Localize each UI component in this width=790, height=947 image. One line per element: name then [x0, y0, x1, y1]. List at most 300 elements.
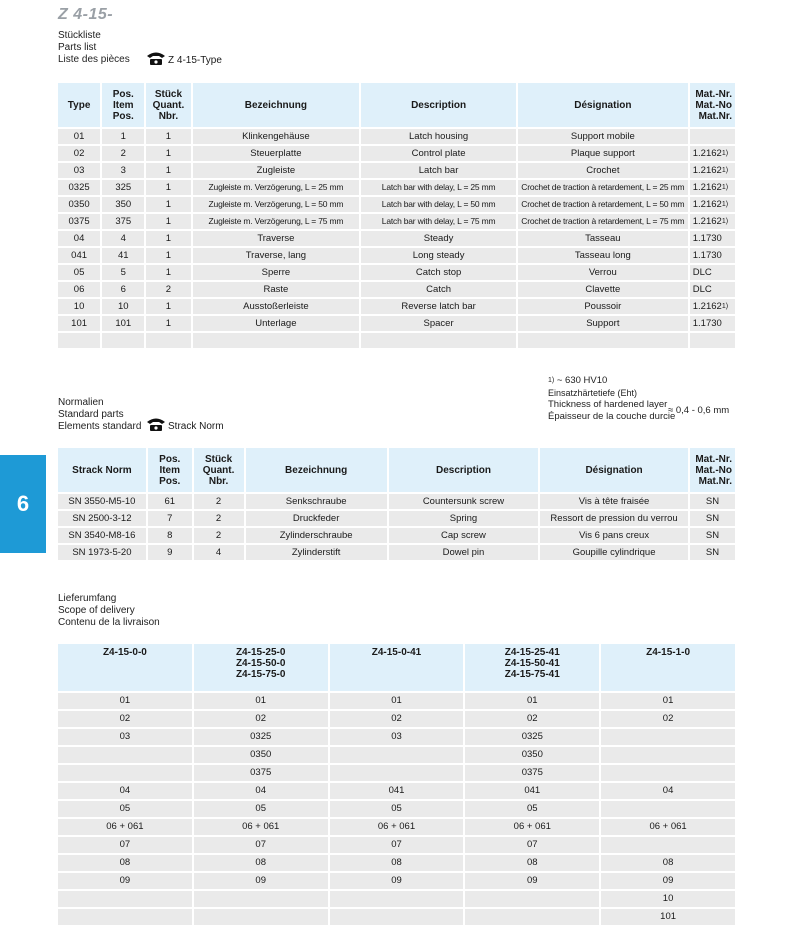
- cell-desig: Vis 6 pans creux: [540, 528, 688, 543]
- header-line: Nbr.: [158, 110, 179, 122]
- heading-line: Contenu de la livraison: [58, 617, 160, 628]
- parts-list-heading: [58, 30, 130, 66]
- delivery-cell: 101: [601, 909, 735, 925]
- delivery-cell: [330, 909, 464, 925]
- cell-material: [690, 163, 735, 178]
- col-material: [690, 448, 735, 492]
- cell-pos: [102, 333, 144, 348]
- cell-desig: Plaque support: [518, 146, 688, 161]
- header-line: Pos.: [159, 453, 181, 465]
- footnote-ref: 1): [721, 201, 729, 208]
- table-row: [58, 855, 735, 871]
- cell-pos: 5: [102, 265, 144, 280]
- cell-qty: 1: [146, 248, 190, 263]
- table-row: [58, 511, 735, 526]
- parts-type-text: Z 4-15-Type: [168, 55, 222, 66]
- delivery-cell: [194, 891, 328, 907]
- cell-pos: 8: [148, 528, 192, 543]
- delivery-cell: 04: [58, 783, 192, 799]
- table-row: [58, 909, 735, 925]
- table-row: [58, 819, 735, 835]
- cell-qty: 1: [146, 316, 190, 331]
- delivery-cell: 0325: [465, 729, 599, 745]
- cell-desc: Latch bar: [361, 163, 516, 178]
- delivery-cell: 0325: [194, 729, 328, 745]
- telephone-icon: [146, 50, 166, 66]
- cell-desc: Cap screw: [389, 528, 538, 543]
- header-line: Mat.-No: [695, 464, 732, 476]
- cell-type: 10: [58, 299, 100, 314]
- header-line: Pos.: [112, 88, 134, 100]
- cell-bez: Zugleiste m. Verzögerung, L = 75 mm: [193, 214, 360, 229]
- cell-type: 101: [58, 316, 100, 331]
- cell-type: 0375: [58, 214, 100, 229]
- cell-desc: Catch: [361, 282, 516, 297]
- cell-mat: SN: [690, 511, 735, 526]
- heading-line: Lieferumfang: [58, 593, 117, 604]
- cell-pos: 1: [102, 129, 144, 144]
- material-value: 1.2162: [692, 199, 722, 210]
- delivery-cell: [465, 909, 599, 925]
- table-row: [58, 282, 735, 297]
- cell-desig: Clavette: [518, 282, 688, 297]
- delivery-cell: 05: [465, 801, 599, 817]
- header-line: Mat.-Nr.: [695, 453, 732, 465]
- cell-bez: Zugleiste m. Verzögerung, L = 25 mm: [193, 180, 360, 195]
- material-value: 1.2162: [692, 216, 722, 227]
- cell-desc: Control plate: [361, 146, 516, 161]
- cell-mat: SN: [690, 494, 735, 509]
- table-row: [58, 333, 735, 348]
- cell-type: 03: [58, 163, 100, 178]
- cell-type: [58, 333, 100, 348]
- material-value: DLC: [692, 284, 712, 295]
- delivery-cell: 08: [601, 855, 735, 871]
- cell-type: 01: [58, 129, 100, 144]
- delivery-cell: [194, 909, 328, 925]
- delivery-cell: [465, 891, 599, 907]
- cell-bez: Zylinderstift: [246, 545, 387, 560]
- table-row: [58, 146, 735, 161]
- cell-mat: SN: [690, 545, 735, 560]
- table-row: [58, 765, 735, 781]
- cell-bez: Senkschraube: [246, 494, 387, 509]
- cell-qty: 1: [146, 197, 190, 212]
- cell-bez: Raste: [193, 282, 360, 297]
- col-material: [690, 83, 735, 127]
- cell-norm: SN 3550-M5-10: [58, 494, 146, 509]
- delivery-cell: 09: [465, 873, 599, 889]
- table-row: [58, 545, 735, 560]
- cell-qty: 2: [194, 494, 244, 509]
- delivery-cell: 07: [465, 837, 599, 853]
- cell-pos: 3: [102, 163, 144, 178]
- header-line: Nbr.: [208, 475, 229, 487]
- header-line: Mat.-No: [695, 99, 732, 111]
- cell-qty: 1: [146, 299, 190, 314]
- cell-material: [690, 265, 735, 280]
- table-row: [58, 180, 735, 195]
- cell-desig: [518, 333, 688, 348]
- cell-bez: Sperre: [193, 265, 360, 280]
- delivery-cell: [330, 891, 464, 907]
- cell-material: [690, 129, 735, 144]
- footnote-line-de: Einsatzhärtetiefe (Eht): [548, 388, 638, 398]
- delivery-cell: [330, 765, 464, 781]
- cell-bez: Klinkengehäuse: [193, 129, 360, 144]
- header-line: Pos.: [112, 110, 134, 122]
- table-row: [58, 316, 735, 331]
- cell-qty: 1: [146, 163, 190, 178]
- table-row: [58, 265, 735, 280]
- delivery-cell: 03: [58, 729, 192, 745]
- table-row: [58, 494, 735, 509]
- material-value: 1.2162: [692, 182, 722, 193]
- delivery-cell: [330, 747, 464, 763]
- col-description: Description: [361, 83, 516, 127]
- delivery-cell: 08: [194, 855, 328, 871]
- cell-desc: Reverse latch bar: [361, 299, 516, 314]
- cell-desig: Goupille cylindrique: [540, 545, 688, 560]
- cell-desc: Latch bar with delay, L = 50 mm: [361, 197, 516, 212]
- footnote-line-en: Thickness of hardened layer: [548, 399, 668, 410]
- header-line: Z4-15-0-0: [102, 647, 147, 658]
- table-row: [58, 214, 735, 229]
- delivery-cell: 01: [330, 693, 464, 709]
- delivery-cell: 01: [601, 693, 735, 709]
- heading-line: Liste des pièces: [58, 54, 130, 65]
- heading-line: Standard parts: [58, 409, 124, 420]
- cell-pos: 101: [102, 316, 144, 331]
- footnote-ref: 1): [721, 150, 729, 157]
- footnote-ref: 1): [721, 167, 729, 174]
- delivery-cell: 01: [194, 693, 328, 709]
- chapter-tab[interactable]: 6: [0, 455, 46, 553]
- delivery-cell: 06 + 061: [465, 819, 599, 835]
- cell-desc: Long steady: [361, 248, 516, 263]
- cell-desig: Crochet: [518, 163, 688, 178]
- delivery-cell: [601, 801, 735, 817]
- strack-norm-text: Strack Norm: [168, 421, 224, 432]
- delivery-cell: 09: [194, 873, 328, 889]
- cell-bez: Zugleiste m. Verzögerung, L = 50 mm: [193, 197, 360, 212]
- cell-bez: Ausstoßerleiste: [193, 299, 360, 314]
- delivery-cell: [58, 891, 192, 907]
- delivery-cell: 07: [330, 837, 464, 853]
- footnote-ref: 1): [721, 303, 729, 310]
- header-line: Z4-15-50-0: [235, 658, 286, 669]
- cell-qty: [146, 333, 190, 348]
- delivery-cell: 06 + 061: [330, 819, 464, 835]
- col-bezeichnung: Bezeichnung: [246, 448, 387, 492]
- cell-desc: Latch bar with delay, L = 75 mm: [361, 214, 516, 229]
- cell-type: 04: [58, 231, 100, 246]
- heading-line: Scope of delivery: [58, 605, 135, 616]
- delivery-cell: 07: [58, 837, 192, 853]
- table-row: [58, 248, 735, 263]
- cell-desc: Latch housing: [361, 129, 516, 144]
- table-row: [58, 801, 735, 817]
- delivery-cell: 06 + 061: [194, 819, 328, 835]
- delivery-cell: 04: [194, 783, 328, 799]
- header-line: Pos.: [159, 475, 181, 487]
- header-line: Stück: [204, 453, 233, 465]
- delivery-col-header: [465, 644, 599, 691]
- telephone-icon: [146, 416, 166, 432]
- cell-desc: Latch bar with delay, L = 25 mm: [361, 180, 516, 195]
- table-row: [58, 711, 735, 727]
- cell-material: [690, 316, 735, 331]
- cell-type: 0350: [58, 197, 100, 212]
- delivery-cell: 02: [194, 711, 328, 727]
- table-row: [58, 891, 735, 907]
- table-row: [58, 163, 735, 178]
- cell-bez: Traverse, lang: [193, 248, 360, 263]
- cell-pos: 61: [148, 494, 192, 509]
- cell-material: [690, 146, 735, 161]
- delivery-cell: 06 + 061: [58, 819, 192, 835]
- cell-desig: Vis à tête fraisée: [540, 494, 688, 509]
- cell-desig: Tasseau: [518, 231, 688, 246]
- material-value: 1.2162: [692, 301, 722, 312]
- material-value: DLC: [692, 267, 712, 278]
- header-line: Stück: [154, 88, 183, 100]
- header-line: Z4-15-1-0: [646, 647, 691, 658]
- delivery-cell: 05: [58, 801, 192, 817]
- delivery-cell: 041: [465, 783, 599, 799]
- cell-type: 05: [58, 265, 100, 280]
- cell-material: [690, 231, 735, 246]
- cell-desig: Tasseau long: [518, 248, 688, 263]
- cell-qty: 2: [146, 282, 190, 297]
- delivery-cell: 09: [330, 873, 464, 889]
- hardness-footnote: [548, 375, 730, 423]
- header-line: Z4-15-25-41: [504, 647, 560, 658]
- cell-pos: 7: [148, 511, 192, 526]
- cell-desc: Countersunk screw: [389, 494, 538, 509]
- header-line: Mat.-Nr.: [695, 88, 732, 100]
- header-line: Quant.: [202, 464, 235, 476]
- table-row: [58, 528, 735, 543]
- cell-material: [690, 248, 735, 263]
- delivery-cell: [601, 729, 735, 745]
- col-designation: Désignation: [540, 448, 688, 492]
- col-description: Description: [389, 448, 538, 492]
- table-row: [58, 873, 735, 889]
- cell-bez: Traverse: [193, 231, 360, 246]
- cell-material: [690, 214, 735, 229]
- delivery-cell: 05: [194, 801, 328, 817]
- delivery-cell: 04: [601, 783, 735, 799]
- header-line: Item: [159, 464, 181, 476]
- cell-desig: Verrou: [518, 265, 688, 280]
- cell-pos: 4: [102, 231, 144, 246]
- delivery-cell: [58, 909, 192, 925]
- col-pos: [102, 83, 144, 127]
- col-pos: [148, 448, 192, 492]
- cell-desc: Spring: [389, 511, 538, 526]
- material-value: 1.1730: [692, 318, 722, 329]
- delivery-cell: 02: [601, 711, 735, 727]
- delivery-table: [56, 642, 737, 927]
- footnote-range: ≈ 0,4 - 0,6 mm: [668, 405, 730, 416]
- table-row: [58, 729, 735, 745]
- cell-desc: Spacer: [361, 316, 516, 331]
- footnote-ref: 1): [721, 184, 729, 191]
- delivery-cell: 0375: [194, 765, 328, 781]
- cell-type: 0325: [58, 180, 100, 195]
- table-row: [58, 197, 735, 212]
- delivery-cell: 08: [465, 855, 599, 871]
- delivery-col-header: [601, 644, 735, 691]
- header-line: Item: [112, 99, 134, 111]
- delivery-cell: [58, 747, 192, 763]
- header-line: Z4-15-50-41: [504, 658, 560, 669]
- strack-norm-label: [146, 416, 224, 432]
- delivery-cell: 0350: [465, 747, 599, 763]
- cell-desc: Catch stop: [361, 265, 516, 280]
- cell-qty: 2: [194, 511, 244, 526]
- delivery-cell: 03: [330, 729, 464, 745]
- table-row: [58, 747, 735, 763]
- cell-pos: 6: [102, 282, 144, 297]
- cell-qty: 1: [146, 265, 190, 280]
- col-qty: [194, 448, 244, 492]
- table-row: [58, 693, 735, 709]
- heading-line: Elements standard: [58, 421, 142, 432]
- delivery-cell: 10: [601, 891, 735, 907]
- delivery-cell: 07: [194, 837, 328, 853]
- cell-bez: Zugleiste: [193, 163, 360, 178]
- cell-bez: [193, 333, 360, 348]
- cell-pos: 10: [102, 299, 144, 314]
- cell-desig: Poussoir: [518, 299, 688, 314]
- cell-pos: 325: [102, 180, 144, 195]
- standard-parts-table: [56, 446, 737, 562]
- delivery-cell: [601, 747, 735, 763]
- cell-desig: Crochet de traction à retardement, L = 25 mm: [518, 180, 688, 195]
- heading-line: Stückliste: [58, 30, 101, 41]
- material-value: 1.2162: [692, 165, 722, 176]
- delivery-cell: 041: [330, 783, 464, 799]
- cell-norm: SN 1973-5-20: [58, 545, 146, 560]
- header-line: Quant.: [152, 99, 185, 111]
- footnote-mark: 1): [548, 377, 555, 384]
- table-row: [58, 837, 735, 853]
- col-bezeichnung: Bezeichnung: [193, 83, 360, 127]
- parts-table: [56, 81, 737, 350]
- delivery-cell: 01: [465, 693, 599, 709]
- cell-qty: 1: [146, 180, 190, 195]
- table-row: [58, 783, 735, 799]
- delivery-cell: [601, 765, 735, 781]
- cell-pos: 350: [102, 197, 144, 212]
- delivery-cell: [601, 837, 735, 853]
- page-title: Z 4-15-: [58, 6, 114, 23]
- cell-desig: Support: [518, 316, 688, 331]
- footnote-hardness: ~ 630 HV10: [556, 375, 608, 386]
- delivery-cell: 02: [58, 711, 192, 727]
- cell-type: 02: [58, 146, 100, 161]
- cell-material: [690, 333, 735, 348]
- delivery-cell: 05: [330, 801, 464, 817]
- cell-material: [690, 282, 735, 297]
- cell-qty: 1: [146, 146, 190, 161]
- cell-desc: [361, 333, 516, 348]
- cell-desig: Crochet de traction à retardement, L = 50 mm: [518, 197, 688, 212]
- cell-bez: Unterlage: [193, 316, 360, 331]
- cell-bez: Zylinderschraube: [246, 528, 387, 543]
- cell-desig: Ressort de pression du verrou: [540, 511, 688, 526]
- cell-qty: 1: [146, 129, 190, 144]
- cell-pos: 2: [102, 146, 144, 161]
- cell-bez: Steuerplatte: [193, 146, 360, 161]
- cell-mat: SN: [690, 528, 735, 543]
- delivery-cell: 09: [58, 873, 192, 889]
- delivery-col-header: [330, 644, 464, 691]
- cell-type: 041: [58, 248, 100, 263]
- header-line: Z4-15-75-41: [504, 669, 560, 680]
- delivery-cell: 0375: [465, 765, 599, 781]
- table-row: [58, 231, 735, 246]
- cell-material: [690, 299, 735, 314]
- table-row: [58, 129, 735, 144]
- delivery-heading: [58, 593, 160, 629]
- cell-norm: SN 3540-M8-16: [58, 528, 146, 543]
- col-designation: Désignation: [518, 83, 688, 127]
- material-value: 1.1730: [692, 233, 722, 244]
- cell-desig: Crochet de traction à retardement, L = 75 mm: [518, 214, 688, 229]
- delivery-cell: 08: [330, 855, 464, 871]
- col-strack-norm: Strack Norm: [58, 448, 146, 492]
- cell-material: [690, 197, 735, 212]
- delivery-cell: 08: [58, 855, 192, 871]
- cell-pos: 9: [148, 545, 192, 560]
- delivery-cell: 02: [465, 711, 599, 727]
- footnote-line-fr: Épaisseur de la couche durcie: [548, 411, 676, 422]
- heading-line: Parts list: [58, 42, 97, 53]
- table-row: [58, 299, 735, 314]
- cell-qty: 4: [194, 545, 244, 560]
- cell-material: [690, 180, 735, 195]
- delivery-cell: 06 + 061: [601, 819, 735, 835]
- cell-desc: Dowel pin: [389, 545, 538, 560]
- header-line: Mat.Nr.: [698, 110, 732, 122]
- cell-norm: SN 2500-3-12: [58, 511, 146, 526]
- cell-qty: 1: [146, 214, 190, 229]
- col-qty: [146, 83, 190, 127]
- cell-desig: Support mobile: [518, 129, 688, 144]
- parts-type-label: [146, 50, 222, 66]
- delivery-col-header: [58, 644, 192, 691]
- header-line: Z4-15-0-41: [371, 647, 422, 658]
- header-line: Z4-15-25-0: [235, 647, 286, 658]
- cell-bez: Druckfeder: [246, 511, 387, 526]
- footnote-ref: 1): [721, 218, 729, 225]
- delivery-cell: [58, 765, 192, 781]
- delivery-cell: 0350: [194, 747, 328, 763]
- header-line: Z4-15-75-0: [235, 669, 286, 680]
- col-type: Type: [58, 83, 100, 127]
- cell-qty: 2: [194, 528, 244, 543]
- cell-qty: 1: [146, 231, 190, 246]
- header-line: Mat.Nr.: [698, 475, 732, 487]
- cell-pos: 375: [102, 214, 144, 229]
- delivery-cell: 09: [601, 873, 735, 889]
- cell-type: 06: [58, 282, 100, 297]
- cell-desc: Steady: [361, 231, 516, 246]
- heading-line: Normalien: [58, 397, 104, 408]
